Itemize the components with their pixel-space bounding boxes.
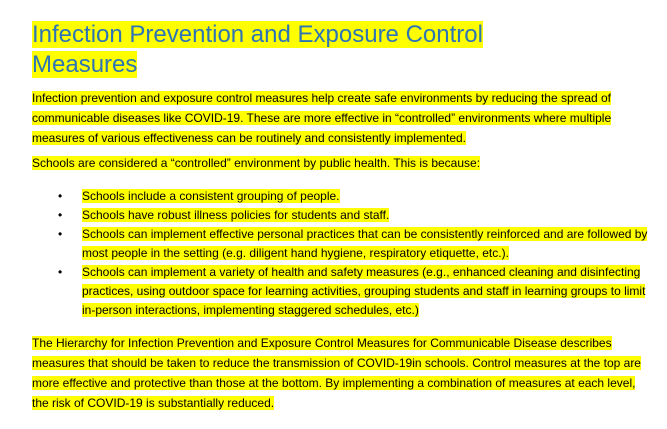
list-item: • Schools can implement a variety of health and safety measures (e.g., enhanced cleaning and disinfecting practices, using outdoor space for learning activities, grouping students and staff in learning groups to limit in-person interactions, implementing staggered schedules, etc.)	[58, 265, 646, 317]
list-item: • Schools include a consistent grouping of people.	[32, 187, 652, 206]
bullet-icon: •	[58, 227, 63, 241]
bullet-icon: •	[58, 265, 63, 279]
schools-paragraph: Schools are considered a “controlled” environment by public health. This is because:	[32, 156, 481, 170]
bullet-list	[32, 187, 652, 320]
intro-paragraph: Infection prevention and exposure control measures help create safe environments by reducing the spread of communicable diseases like COVID-19. These are more effective in “controlled” environments where multiple measures of various effectiveness can be routinely and consistently implemented.	[32, 91, 612, 145]
page-title: Infection Prevention and Exposure Control Measures	[32, 21, 483, 78]
bullet-icon: •	[58, 189, 63, 203]
list-item: • Schools have robust illness policies for students and staff.	[32, 206, 652, 225]
hierarchy-paragraph: The Hierarchy for Infection Prevention and Exposure Control Measures for Communicable Disease describes measures that should be taken to reduce the transmission of COVID-19in schools. Control measures at the top are more effective and protective than those at the bottom. By implementing a combination of measures at each level, the risk of COVID-19 is substantially reduced.	[32, 336, 641, 410]
list-item: • Schools can implement effective personal practices that can be consistently reinforced and are followed by most people in the setting (e.g. diligent hand hygiene, respiratory etiquette, etc.).	[58, 227, 648, 260]
bullet-icon: •	[58, 208, 63, 222]
